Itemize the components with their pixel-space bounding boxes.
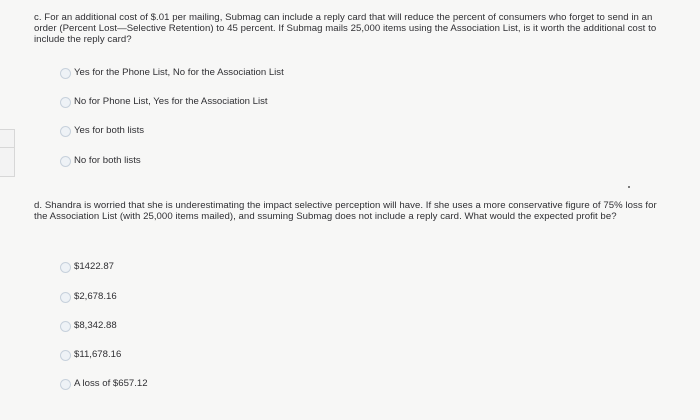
radio-button[interactable] — [60, 379, 71, 390]
radio-button[interactable] — [60, 350, 71, 361]
radio-button[interactable] — [60, 156, 71, 167]
option-d-5[interactable] — [60, 378, 148, 390]
left-edge-box-2 — [0, 147, 15, 177]
option-label: $2,678.16 — [74, 291, 117, 302]
option-c-2[interactable] — [60, 96, 268, 108]
option-label: Yes for the Phone List, No for the Association List — [74, 67, 284, 78]
option-d-1[interactable] — [60, 261, 114, 273]
question-d-text: d. Shandra is worried that she is underestimating the impact selective perception will have. If she uses a more conservative figure of 75% loss for the Association List (with 25,000 items mailed), and ssuming Submag does not include a reply card. What would the expected profit be? — [34, 200, 657, 222]
stray-dot — [628, 186, 630, 188]
option-label: $8,342.88 — [74, 320, 117, 331]
radio-button[interactable] — [60, 321, 71, 332]
option-d-4[interactable] — [60, 349, 121, 361]
option-c-3[interactable] — [60, 125, 144, 137]
option-c-1[interactable] — [60, 67, 284, 79]
option-d-2[interactable] — [60, 291, 117, 303]
question-c-text: c. For an additional cost of $.01 per mailing, Submag can include a reply card that will reduce the percent of consumers who forget to send in an order (Percent Lost—Selective Retention) to 45 percent. If Submag mails 25,000 items using the Association List, is it worth the additional cost to include the reply card? — [34, 12, 657, 45]
radio-button[interactable] — [60, 126, 71, 137]
option-c-4[interactable] — [60, 155, 141, 167]
radio-button[interactable] — [60, 262, 71, 273]
radio-button[interactable] — [60, 97, 71, 108]
radio-button[interactable] — [60, 68, 71, 79]
radio-button[interactable] — [60, 292, 71, 303]
option-label: No for both lists — [74, 155, 141, 166]
option-label: No for Phone List, Yes for the Association List — [74, 96, 268, 107]
option-label: $11,678.16 — [74, 349, 122, 360]
option-label: $1422.87 — [74, 261, 115, 272]
option-d-3[interactable] — [60, 320, 117, 332]
option-label: A loss of $657.12 — [74, 378, 148, 389]
option-label: Yes for both lists — [74, 125, 145, 136]
left-edge-box-1 — [0, 129, 15, 149]
